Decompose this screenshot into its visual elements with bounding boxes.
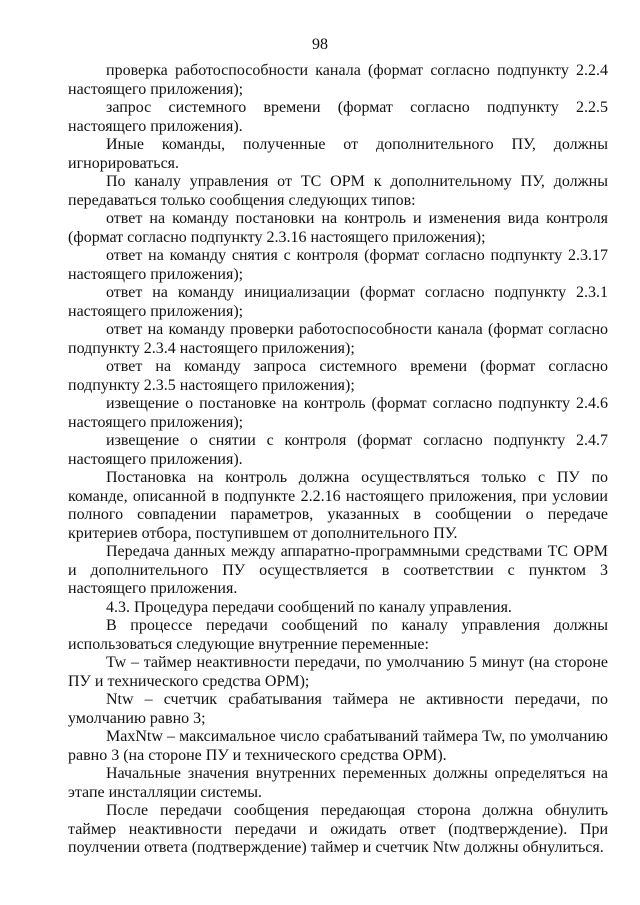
section-heading: 4.3. Процедура передачи сообщений по каналу управления. <box>106 598 512 616</box>
paragraph: После передачи сообщения передающая сторона должна обнулить таймер неактивности передачи и ожидать ответ (подтверждение). При поулчении ответа (подтверждение) таймер и счетчик Ntw должны обнулиться. <box>68 802 608 856</box>
paragraph: Начальные значения внутренних переменных должны определяться на этапе инсталляции системы. <box>68 765 608 801</box>
paragraph: По каналу управления от ТС ОРМ к дополнительному ПУ, должны передаваться только сообщения следующих типов: <box>68 173 608 209</box>
paragraph: ответ на команду постановки на контроль и изменения вида контроля (формат согласно подпункту 2.3.16 настоящего приложения); <box>68 210 608 246</box>
paragraph: Tw – таймер неактивности передачи, по умолчанию 5 минут (на стороне ПУ и технического средства ОРМ); <box>68 654 608 690</box>
paragraph: Иные команды, полученные от дополнительного ПУ, должны игнорироваться. <box>68 136 608 172</box>
document-body <box>68 62 608 858</box>
paragraph: Ntw – счетчик срабатывания таймера не активности передачи, по умолчанию равно 3; <box>68 691 608 727</box>
paragraph: ответ на команду проверки работоспособности канала (формат согласно подпункту 2.3.4 настоящего приложения); <box>68 321 608 357</box>
paragraph: извещение о снятии с контроля (формат согласно подпункту 2.4.7 настоящего приложения). <box>68 432 608 468</box>
paragraph: Передача данных между аппаратно-программными средствами ТС ОРМ и дополнительного ПУ осуществляется в соответствии с пунктом 3 настоящего приложения. <box>68 543 608 597</box>
paragraph: В процессе передачи сообщений по каналу управления должны использоваться следующие внутренние переменные: <box>68 617 608 653</box>
paragraph: извещение о постановке на контроль (формат согласно подпункту 2.4.6 настоящего приложения); <box>68 395 608 431</box>
paragraph: проверка работоспособности канала (формат согласно подпункту 2.2.4 настоящего приложения); <box>68 62 608 98</box>
paragraph: запрос системного времени (формат согласно подпункту 2.2.5 настоящего приложения). <box>68 99 608 135</box>
paragraph: ответ на команду запроса системного времени (формат согласно подпункту 2.3.5 настоящего приложения); <box>68 358 608 394</box>
page-number: 98 <box>312 36 328 53</box>
paragraph: ответ на команду инициализации (формат согласно подпункту 2.3.1 настоящего приложения); <box>68 284 608 320</box>
paragraph: Постановка на контроль должна осуществляться только с ПУ по команде, описанной в подпункте 2.2.16 настоящего приложения, при условии полного совпадении параметров, указанных в сообщении о передаче критериев отбора, поступившем от дополнительного ПУ. <box>68 469 608 542</box>
paragraph: MaxNtw – максимальное число срабатываний таймера Tw, по умолчанию равно 3 (на стороне ПУ и технического средства ОРМ). <box>68 728 608 764</box>
paragraph: ответ на команду снятия с контроля (формат согласно подпункту 2.3.17 настоящего приложения); <box>68 247 608 283</box>
